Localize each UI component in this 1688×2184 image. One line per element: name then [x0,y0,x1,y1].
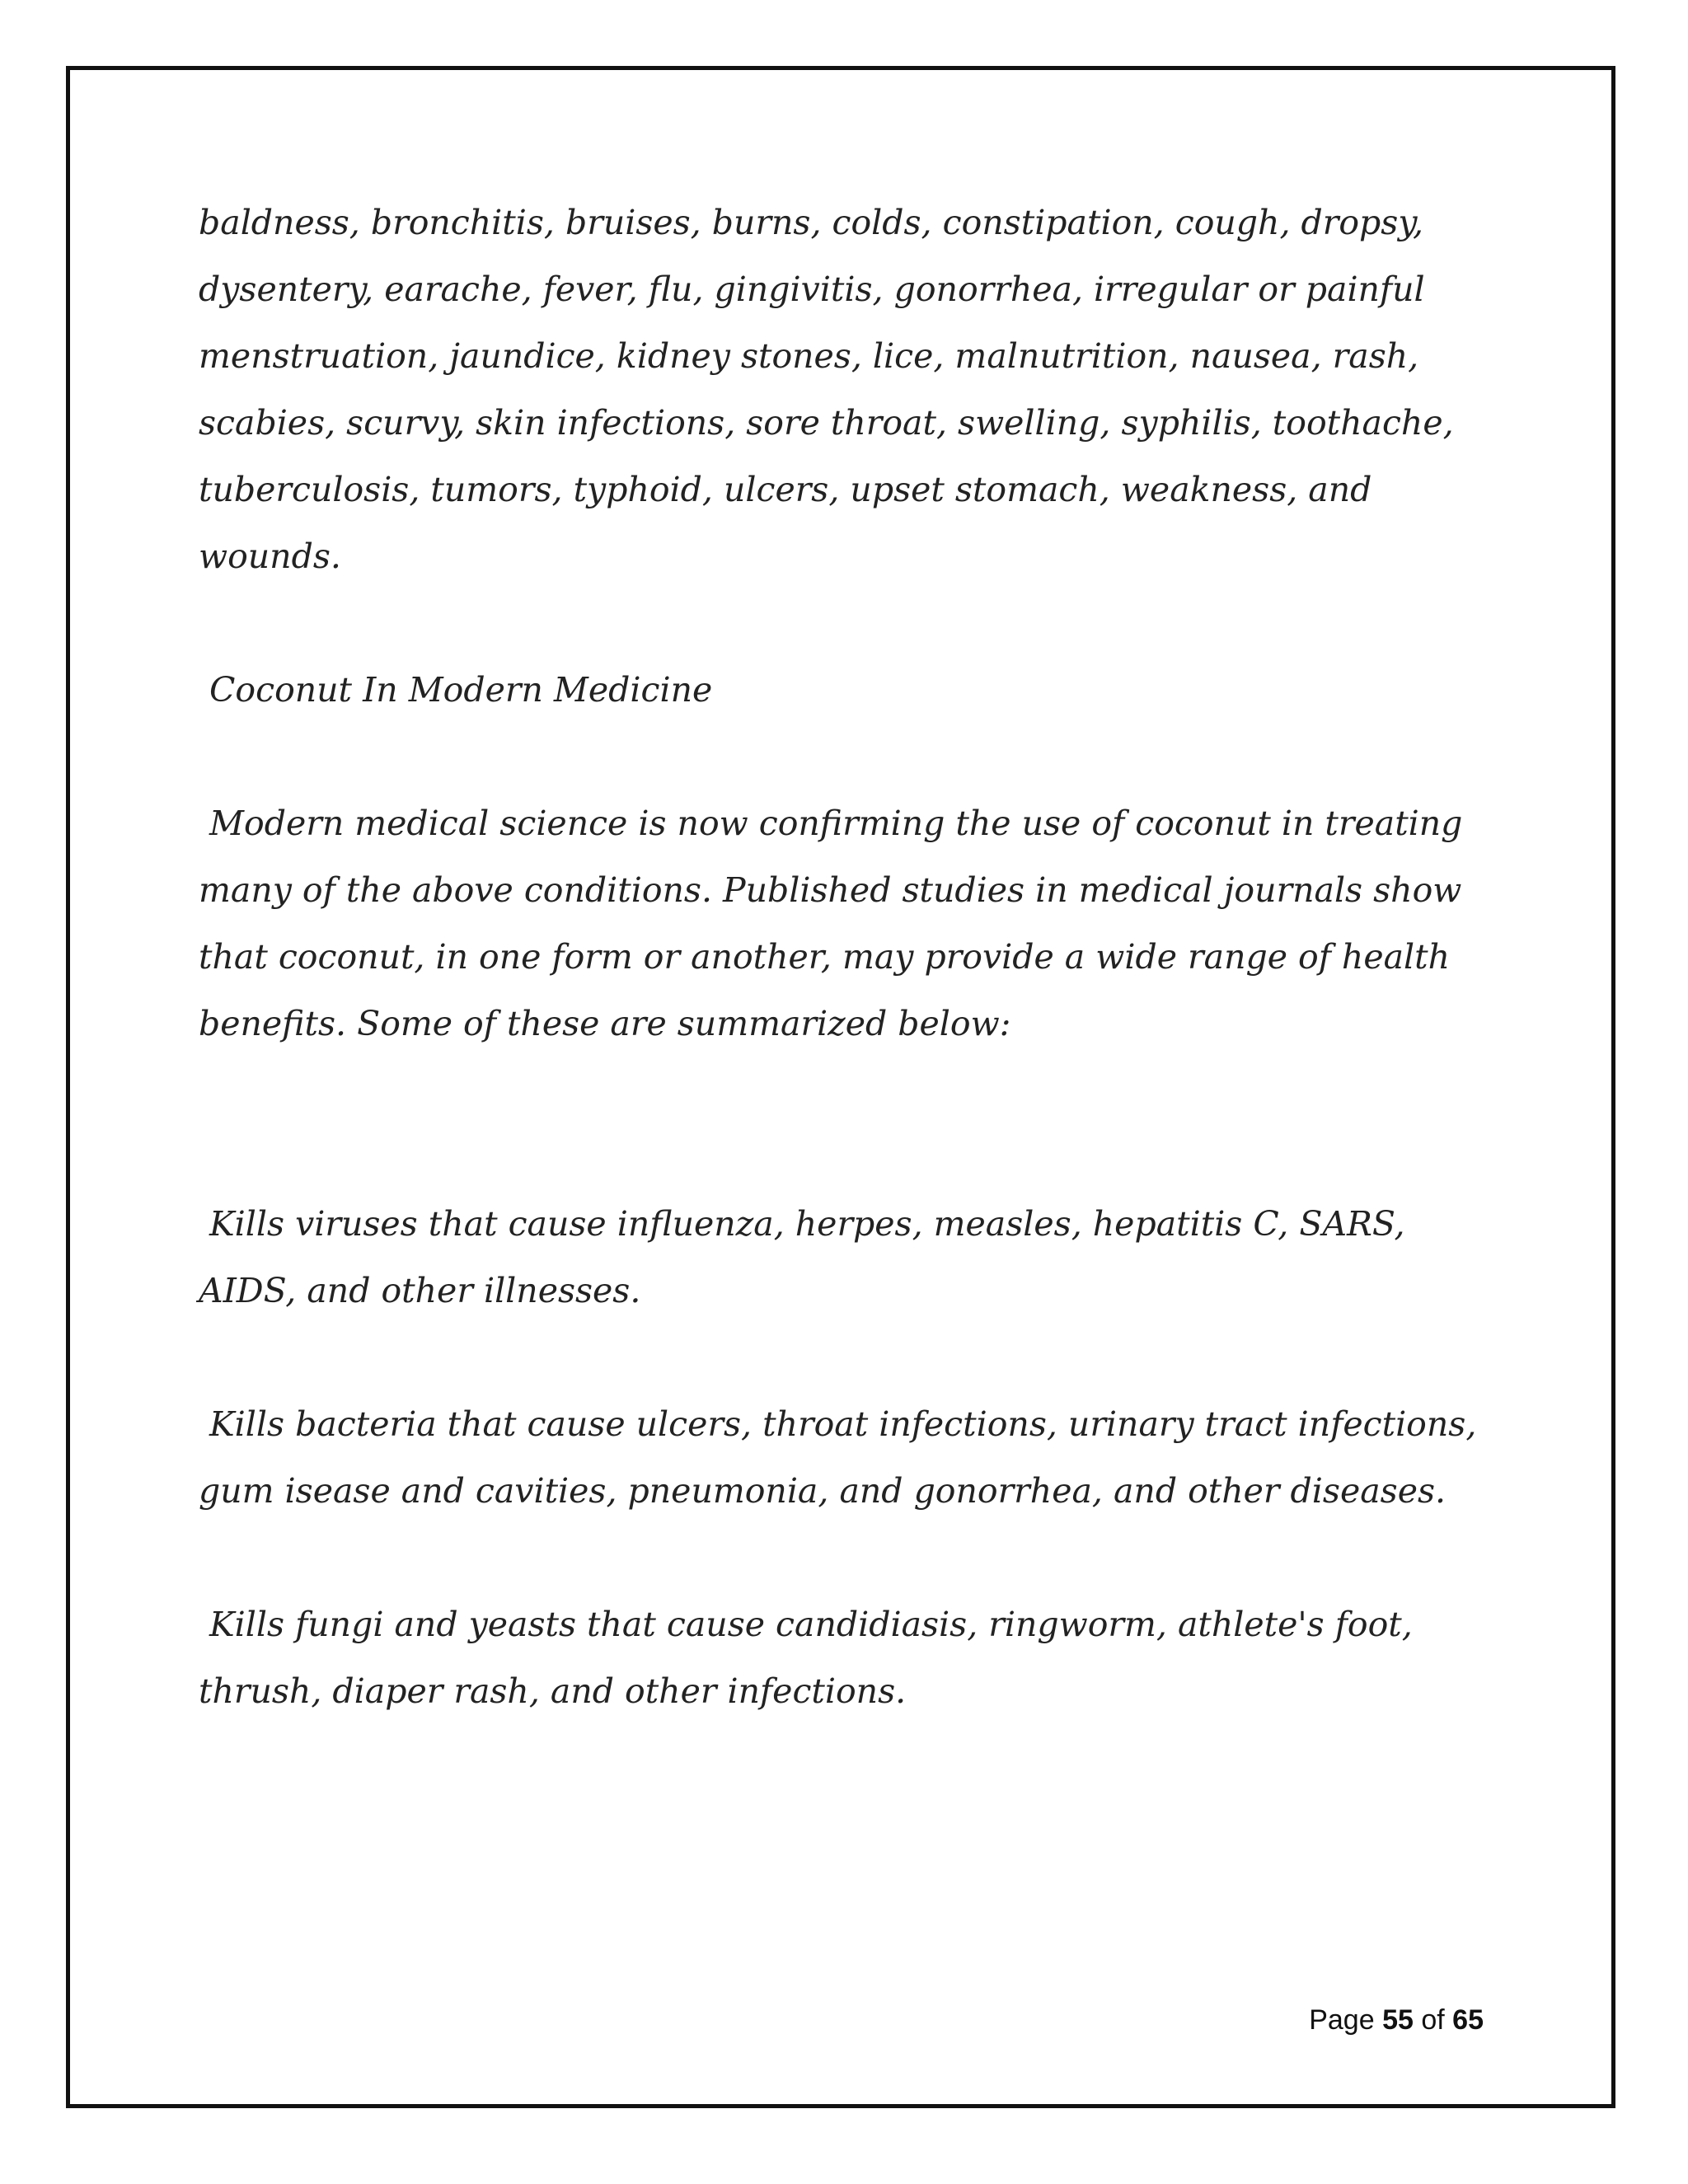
paragraph-spacer [199,590,1501,657]
page-number [1309,2004,1484,2036]
page-label: Page [1309,2004,1375,2036]
fungi-paragraph: Kills fungi and yeasts that cause candidiasis, ringworm, athlete's foot, thrush, diaper rash, and other infections. [199,1605,1423,1711]
paragraph-spacer [199,1324,1501,1391]
total-pages: 65 [1452,2004,1484,2036]
paragraph-spacer [199,724,1501,790]
intro-paragraph: baldness, bronchitis, bruises, burns, colds, constipation, cough, dropsy, dysentery, earache, fever, flu, gingivitis, gonorrhea, irregular or painful menstruation, jaundice, kidney stones, lice, malnutrition, nausea, rash, scabies, scurvy, skin infections, sore throat, swelling, syphilis, toothache, tuberculosis, tumors, typhoid, ulcers, upset stomach, weakness, and wounds. [199,203,1465,576]
of-label: of [1421,2004,1445,2036]
section-heading: Coconut In Modern Medicine [199,670,713,710]
modern-medicine-paragraph: Modern medical science is now confirming the use of coconut in treating many of the above conditions. Published studies in medical journals show that coconut, in one form or another, may provide a wide range of health benefits. Some of these are summarized below: [199,804,1474,1043]
paragraph-spacer [199,1525,1501,1591]
paragraph-spacer [199,1057,1501,1191]
bacteria-paragraph: Kills bacteria that cause ulcers, throat infections, urinary tract infections, gum isease and cavities, pneumonia, and gonorrhea, and other diseases. [199,1404,1488,1511]
current-page: 55 [1382,2004,1414,2036]
viruses-paragraph: Kills viruses that cause influenza, herpes, measles, hepatitis C, SARS, AIDS, and other illnesses. [199,1204,1416,1310]
page-content [199,190,1501,1725]
